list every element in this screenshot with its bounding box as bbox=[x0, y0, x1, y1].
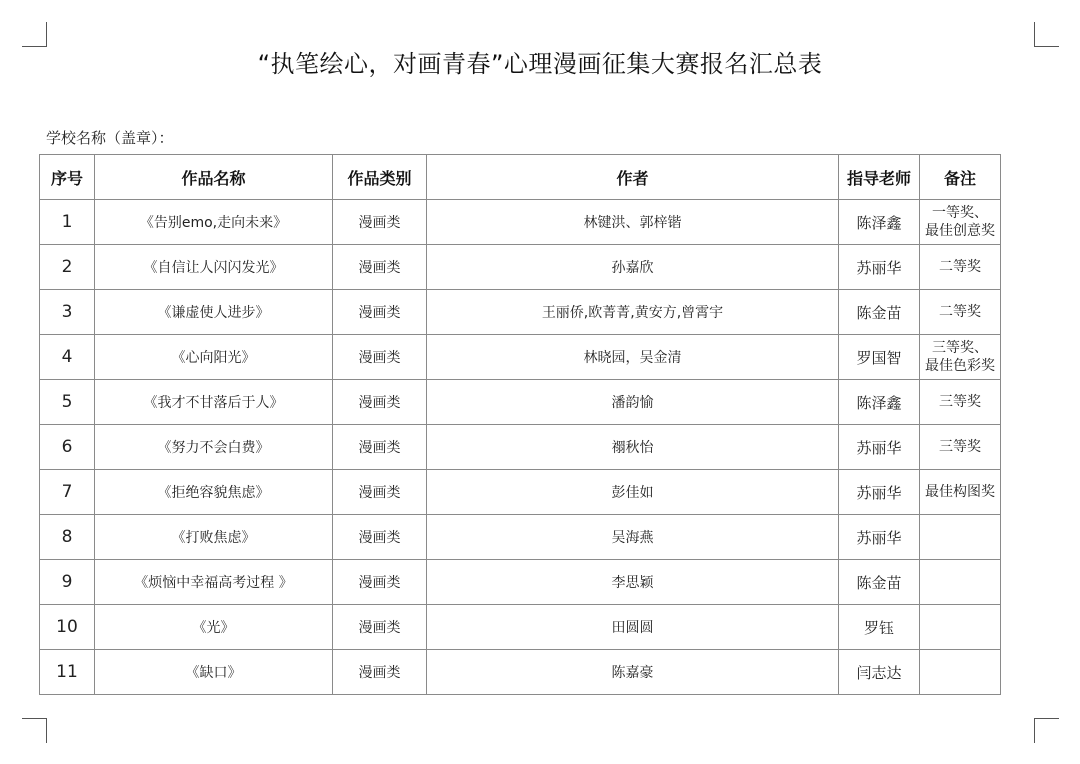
remark-line: 二等奖 bbox=[939, 259, 981, 275]
table-row bbox=[40, 470, 1001, 515]
remark-line: 三等奖 bbox=[939, 439, 981, 455]
cell-remarks bbox=[920, 425, 1001, 470]
header-serial-number: 序号 bbox=[40, 155, 95, 200]
cell-work-title: 《打败焦虑》 bbox=[95, 515, 333, 560]
cell-authors: 潘韵愉 bbox=[427, 380, 839, 425]
cell-authors: 林晓园，吴金清 bbox=[427, 335, 839, 380]
page-corner-mark-bottom-right bbox=[1034, 718, 1059, 743]
school-name-label: 学校名称（盖章）： bbox=[46, 129, 174, 147]
cell-remarks bbox=[920, 470, 1001, 515]
document-title: “执笔绘心，对画青春”心理漫画征集大赛报名汇总表 bbox=[257, 50, 823, 78]
cell-authors: 王丽侨,欧菁菁,黄安方,曾霄宇 bbox=[427, 290, 839, 335]
table-row bbox=[40, 560, 1001, 605]
cell-work-title: 《告别emo,走向未来》 bbox=[95, 200, 333, 245]
table-row bbox=[40, 290, 1001, 335]
table-row bbox=[40, 200, 1001, 245]
cell-work-category: 漫画类 bbox=[333, 470, 427, 515]
cell-work-category: 漫画类 bbox=[333, 335, 427, 380]
cell-instructor: 苏丽华 bbox=[839, 515, 920, 560]
remark-line: 三等奖 bbox=[939, 394, 981, 410]
cell-remarks bbox=[920, 515, 1001, 560]
table-row bbox=[40, 515, 1001, 560]
cell-remarks bbox=[920, 335, 1001, 380]
header-remarks: 备注 bbox=[920, 155, 1001, 200]
cell-work-title: 《光》 bbox=[95, 605, 333, 650]
cell-authors: 吴海燕 bbox=[427, 515, 839, 560]
header-work-title: 作品名称 bbox=[95, 155, 333, 200]
cell-instructor: 苏丽华 bbox=[839, 470, 920, 515]
cell-authors: 禤秋怡 bbox=[427, 425, 839, 470]
cell-authors: 孙嘉欣 bbox=[427, 245, 839, 290]
remark-line: 二等奖 bbox=[939, 304, 981, 320]
remark-line: 三等奖、 bbox=[932, 340, 988, 356]
cell-serial-number: 3 bbox=[40, 290, 95, 335]
cell-authors: 田圆圆 bbox=[427, 605, 839, 650]
cell-serial-number: 6 bbox=[40, 425, 95, 470]
remark-line: 一等奖、 bbox=[932, 205, 988, 221]
cell-work-title: 《心向阳光》 bbox=[95, 335, 333, 380]
table-row bbox=[40, 650, 1001, 695]
table-row bbox=[40, 605, 1001, 650]
cell-work-category: 漫画类 bbox=[333, 290, 427, 335]
cell-serial-number: 4 bbox=[40, 335, 95, 380]
cell-instructor: 罗国智 bbox=[839, 335, 920, 380]
cell-instructor: 苏丽华 bbox=[839, 245, 920, 290]
cell-work-category: 漫画类 bbox=[333, 380, 427, 425]
table-row bbox=[40, 380, 1001, 425]
cell-serial-number: 9 bbox=[40, 560, 95, 605]
remark-line: 最佳创意奖 bbox=[925, 223, 995, 239]
cell-work-category: 漫画类 bbox=[333, 425, 427, 470]
cell-remarks bbox=[920, 290, 1001, 335]
cell-serial-number: 11 bbox=[40, 650, 95, 695]
cell-authors: 林键洪、郭梓锴 bbox=[427, 200, 839, 245]
cell-work-category: 漫画类 bbox=[333, 560, 427, 605]
cell-remarks bbox=[920, 200, 1001, 245]
cell-serial-number: 1 bbox=[40, 200, 95, 245]
cell-instructor: 陈泽鑫 bbox=[839, 380, 920, 425]
cell-authors: 陈嘉豪 bbox=[427, 650, 839, 695]
cell-authors: 李思颖 bbox=[427, 560, 839, 605]
table-row bbox=[40, 245, 1001, 290]
cell-instructor: 陈泽鑫 bbox=[839, 200, 920, 245]
cell-remarks bbox=[920, 605, 1001, 650]
remark-line: 最佳构图奖 bbox=[925, 484, 995, 500]
cell-work-title: 《努力不会白费》 bbox=[95, 425, 333, 470]
cell-instructor: 苏丽华 bbox=[839, 425, 920, 470]
cell-work-category: 漫画类 bbox=[333, 245, 427, 290]
cell-work-title: 《我才不甘落后于人》 bbox=[95, 380, 333, 425]
remark-line: 最佳色彩奖 bbox=[925, 358, 995, 374]
header-instructor: 指导老师 bbox=[839, 155, 920, 200]
cell-serial-number: 5 bbox=[40, 380, 95, 425]
cell-work-category: 漫画类 bbox=[333, 200, 427, 245]
cell-remarks bbox=[920, 650, 1001, 695]
cell-work-title: 《谦虚使人进步》 bbox=[95, 290, 333, 335]
cell-instructor: 陈金苗 bbox=[839, 560, 920, 605]
cell-work-title: 《自信让人闪闪发光》 bbox=[95, 245, 333, 290]
header-authors: 作者 bbox=[427, 155, 839, 200]
cell-remarks bbox=[920, 245, 1001, 290]
table-row bbox=[40, 335, 1001, 380]
cell-serial-number: 2 bbox=[40, 245, 95, 290]
cell-instructor: 陈金苗 bbox=[839, 290, 920, 335]
cell-work-title: 《缺口》 bbox=[95, 650, 333, 695]
cell-work-category: 漫画类 bbox=[333, 650, 427, 695]
cell-work-category: 漫画类 bbox=[333, 515, 427, 560]
cell-instructor: 罗钰 bbox=[839, 605, 920, 650]
cell-serial-number: 8 bbox=[40, 515, 95, 560]
registration-table bbox=[39, 154, 1001, 695]
page-corner-mark-bottom-left bbox=[22, 718, 47, 743]
cell-serial-number: 7 bbox=[40, 470, 95, 515]
cell-work-title: 《烦恼中幸福高考过程 》 bbox=[95, 560, 333, 605]
cell-remarks bbox=[920, 380, 1001, 425]
table-row bbox=[40, 425, 1001, 470]
cell-remarks bbox=[920, 560, 1001, 605]
cell-authors: 彭佳如 bbox=[427, 470, 839, 515]
table-header-row bbox=[40, 155, 1001, 200]
cell-work-title: 《拒绝容貌焦虑》 bbox=[95, 470, 333, 515]
cell-instructor: 闫志达 bbox=[839, 650, 920, 695]
cell-work-category: 漫画类 bbox=[333, 605, 427, 650]
header-work-category: 作品类别 bbox=[333, 155, 427, 200]
cell-serial-number: 10 bbox=[40, 605, 95, 650]
